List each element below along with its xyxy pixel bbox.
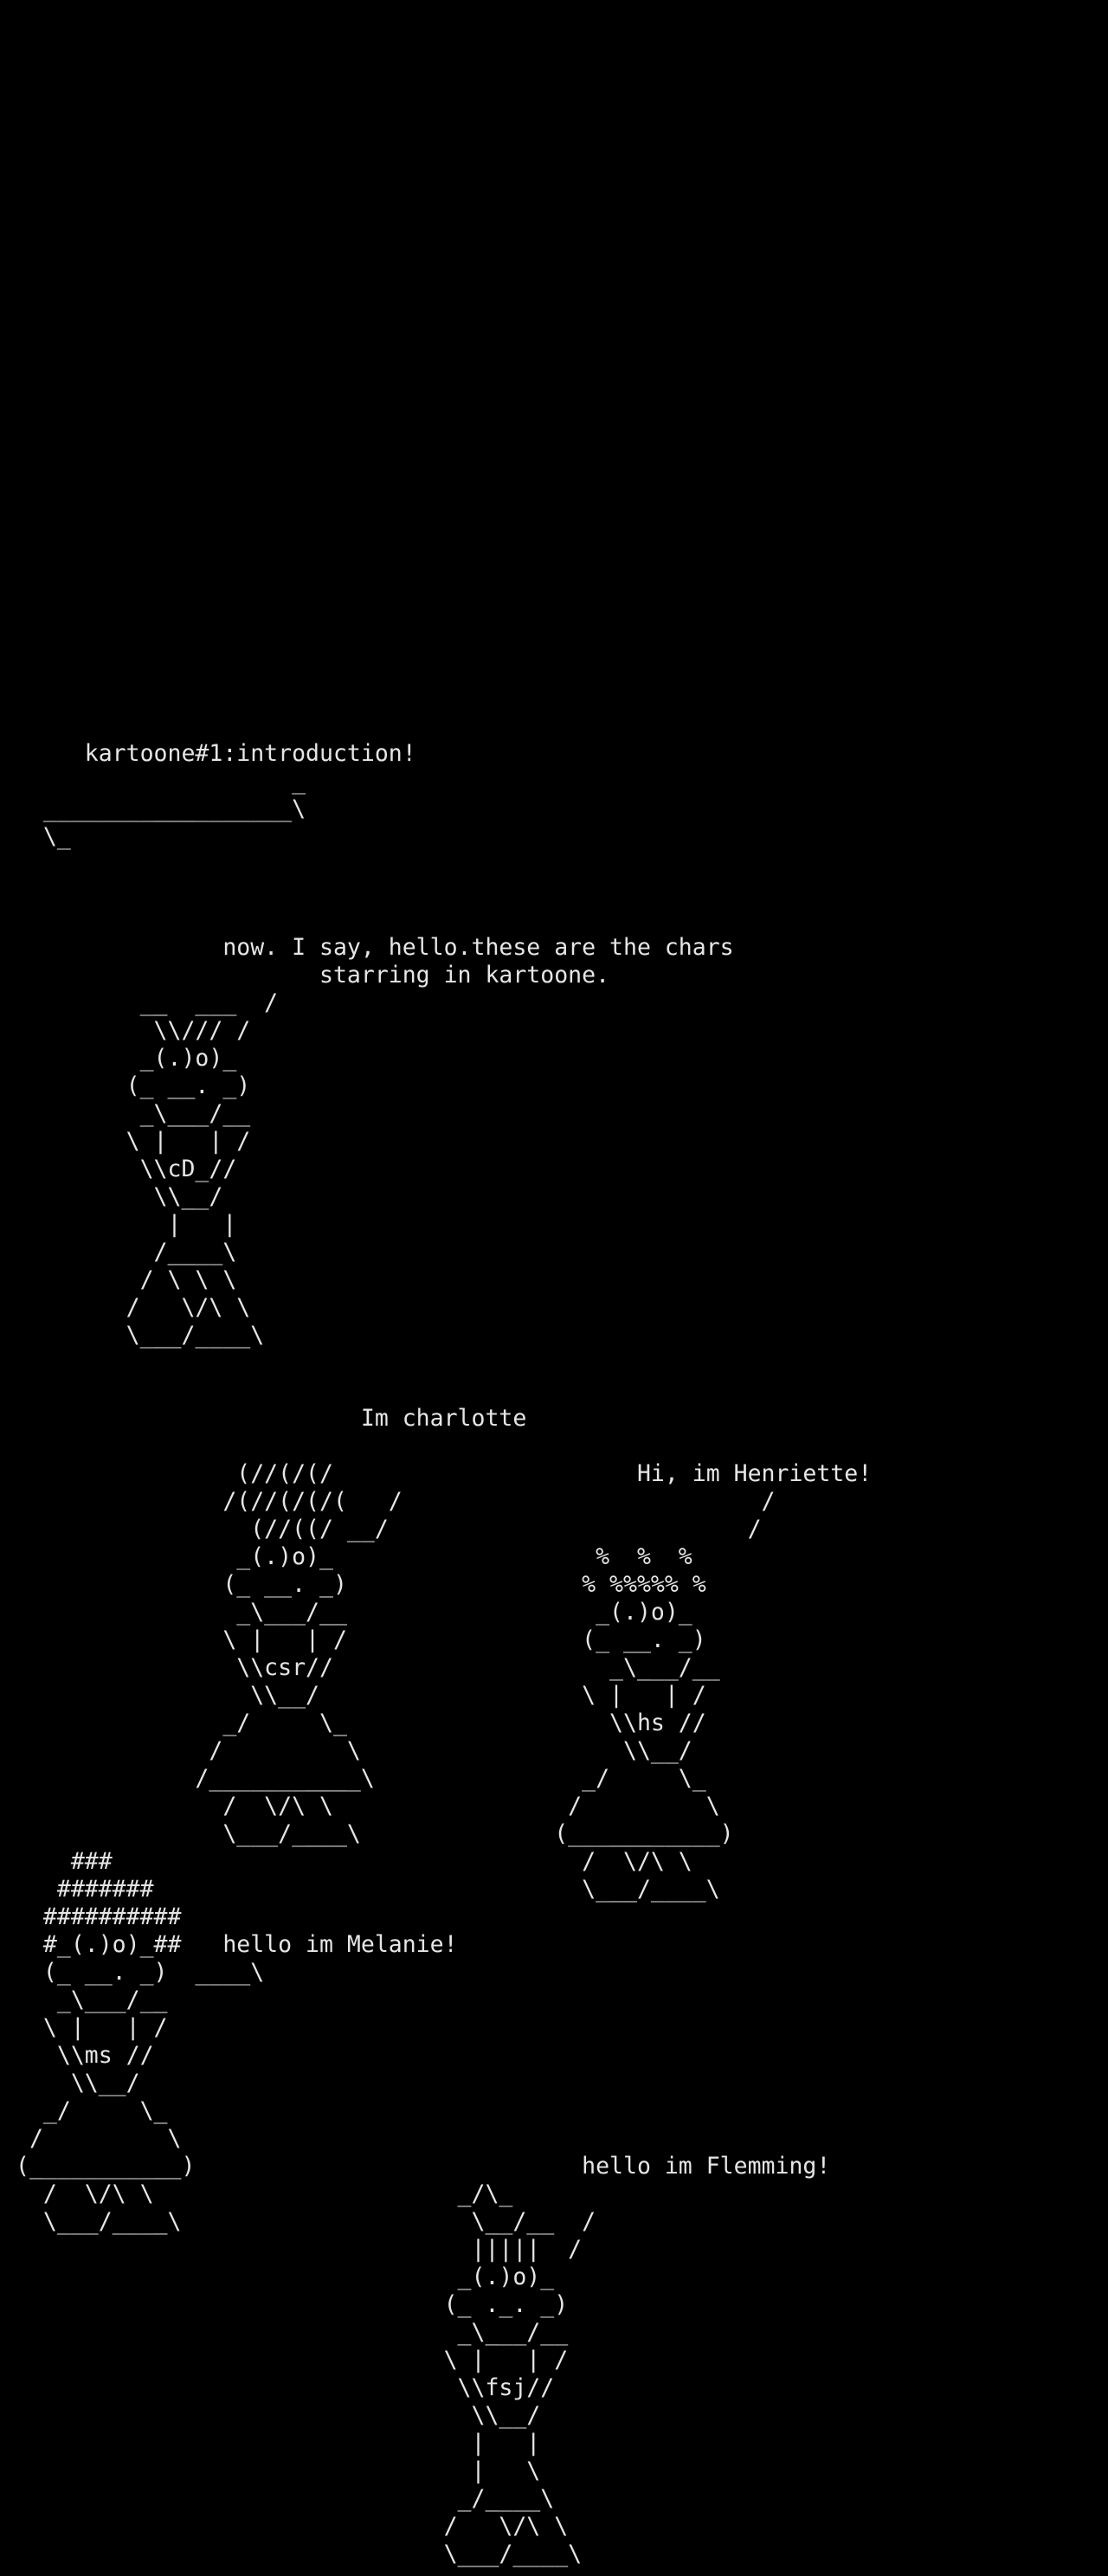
text-line: (//((/ __/ / — [16, 1516, 762, 1542]
text-line: \___/____\ — [16, 1322, 265, 1349]
text-line: _\___/__ _(.)o)_ — [16, 1599, 692, 1626]
text-line: (_ __. _) ____\ — [16, 1959, 265, 1986]
text-line: \ | | / — [16, 1128, 251, 1155]
text-line: / \ \ \ — [16, 1266, 237, 1293]
text-line: \\ms // — [16, 2042, 154, 2069]
text-line — [16, 1349, 872, 1377]
text-line: \___/____\ — [16, 2541, 583, 2567]
text-line: __________________\ — [16, 795, 306, 822]
text-line: _(.)o)_ — [16, 2264, 555, 2290]
text-line: _/ \_ \\hs // — [16, 1710, 706, 1736]
text-line: Im charlotte — [16, 1405, 527, 1432]
text-line: /___________\ _/ \_ — [16, 1765, 706, 1792]
text-line: _/ \_ — [16, 2097, 168, 2124]
text-line: /____\ — [16, 1239, 237, 1265]
text-line — [16, 906, 872, 934]
text-line: ||||| / — [16, 2236, 583, 2263]
text-line: ########## — [16, 1903, 182, 1930]
text-line: _/____\ — [16, 2485, 555, 2512]
text-line: / \/\ \ / \ — [16, 1793, 720, 1819]
ascii-art-text — [16, 740, 872, 2568]
text-line: \___/____\ \__/__ / — [16, 2208, 596, 2235]
text-line: \\__/ — [16, 1183, 223, 1210]
text-line: | | — [16, 2430, 541, 2457]
text-line: ####### \___/____\ — [16, 1876, 720, 1903]
text-line: (_ __. _) % %%%%% % — [16, 1571, 706, 1598]
text-line: \\cD_// — [16, 1156, 237, 1182]
text-line: kartoone#1:introduction! — [16, 740, 416, 767]
text-line: \_ — [16, 823, 71, 850]
text-line: \\__/ — [16, 2402, 541, 2429]
text-line: / \ \\__/ — [16, 1737, 692, 1764]
text-line: \___/____\ (___________) — [16, 1820, 734, 1847]
text-line: \ | | / — [16, 2014, 168, 2041]
text-line: (//(/(/ Hi, im Henriette! — [16, 1460, 873, 1487]
text-line: _\___/__ — [16, 2319, 569, 2346]
text-line: \\/// / — [16, 1017, 251, 1044]
text-line: (___________) hello im Flemming! — [16, 2153, 831, 2180]
text-line — [16, 851, 872, 879]
text-line — [16, 1433, 872, 1460]
text-line: _ — [16, 768, 306, 795]
text-line: (_ ._. _) — [16, 2291, 569, 2318]
text-line: \\__/ \ | | / — [16, 1682, 706, 1709]
text-line: (_ __. _) — [16, 1072, 251, 1099]
text-line: | \ — [16, 2457, 541, 2484]
text-line: _(.)o)_ — [16, 1045, 237, 1072]
text-line — [16, 1377, 872, 1405]
text-line: starring in kartoone. — [16, 962, 610, 989]
text-line: _\___/__ — [16, 1100, 251, 1127]
text-line: ### / \/\ \ — [16, 1848, 692, 1875]
text-line: now. I say, hello.these are the chars — [16, 934, 734, 961]
text-line: / \/\ \ _/\_ — [16, 2180, 513, 2207]
text-line: / \ — [16, 2125, 182, 2152]
text-line: / \/\ \ — [16, 2513, 569, 2540]
text-line: \\csr// _\___/__ — [16, 1654, 720, 1681]
text-line: | | — [16, 1211, 237, 1238]
text-line: #_(.)o)_## hello im Melanie! — [16, 1931, 458, 1958]
text-line: \ | | / (_ __. _) — [16, 1626, 706, 1653]
text-line: /(//(/(/( / / — [16, 1488, 776, 1515]
text-line: / \/\ \ — [16, 1294, 251, 1321]
text-line: \\__/ — [16, 2070, 140, 2096]
text-line: _\___/__ — [16, 1987, 168, 2013]
text-line — [16, 879, 872, 906]
text-line: __ ___ / — [16, 989, 279, 1016]
text-line: _(.)o)_ % % % — [16, 1543, 692, 1570]
text-line: \ | | / — [16, 2347, 569, 2373]
text-line: \\fsj// — [16, 2374, 555, 2401]
